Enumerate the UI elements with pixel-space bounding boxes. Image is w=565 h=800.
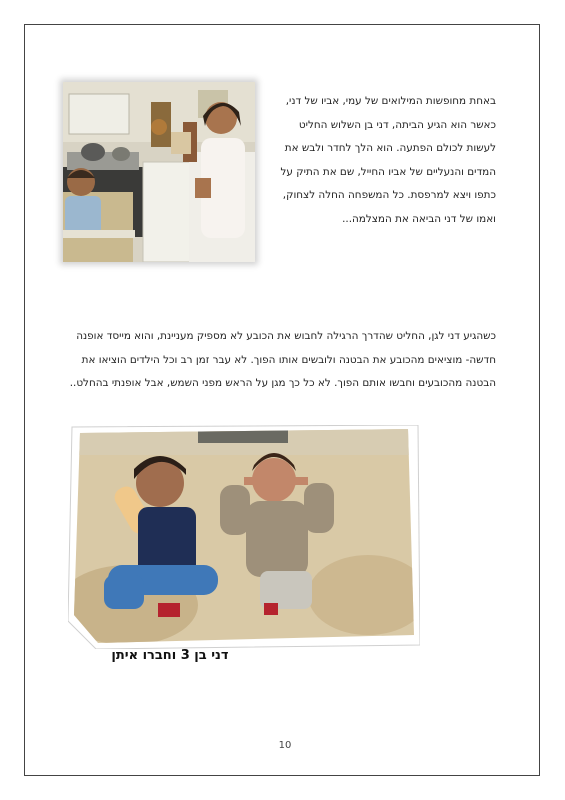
story-paragraph-1: באחת מחופשות המילואים של עמי, אביו של דני, כאשר הוא הגיע הביתה, דני בן השלוש החליט לעשות לכולם הפתעה. הוא הלך לחדר ולבש את המדים והנעליים של אביו החייל, שם את התיק על כתפו ויצא למרפסת. כל המשפחה החלה לצחוק, ואמו של דני הביאה את המצלמה... [280,95,496,225]
story-paragraph-2: כשהגיע דני לגן, החליט שהדרך הרגילה לחבוש את הכובע לא מספיק מעניינת, והוא מייסד אופנה חדשה- מוציאים מהכובע את הבטנה ולובשים אותו הפוך. לא עבר זמן רב וכל הילדים הוציאו את הבטנה מהכובעים וחבשו אותם הפוך. לא כל כך מגן על הראש מפני השמש, אבל אופנתי בהחלט.. [69,330,496,389]
beach-photo [68,425,420,649]
photo-caption: דני בן 3 וחברו איתן [111,648,229,663]
kitchen-photo-illustration [63,82,255,262]
kitchen-photo [63,82,255,262]
beach-photo-illustration [68,425,420,649]
page-number: 10 [278,740,292,751]
